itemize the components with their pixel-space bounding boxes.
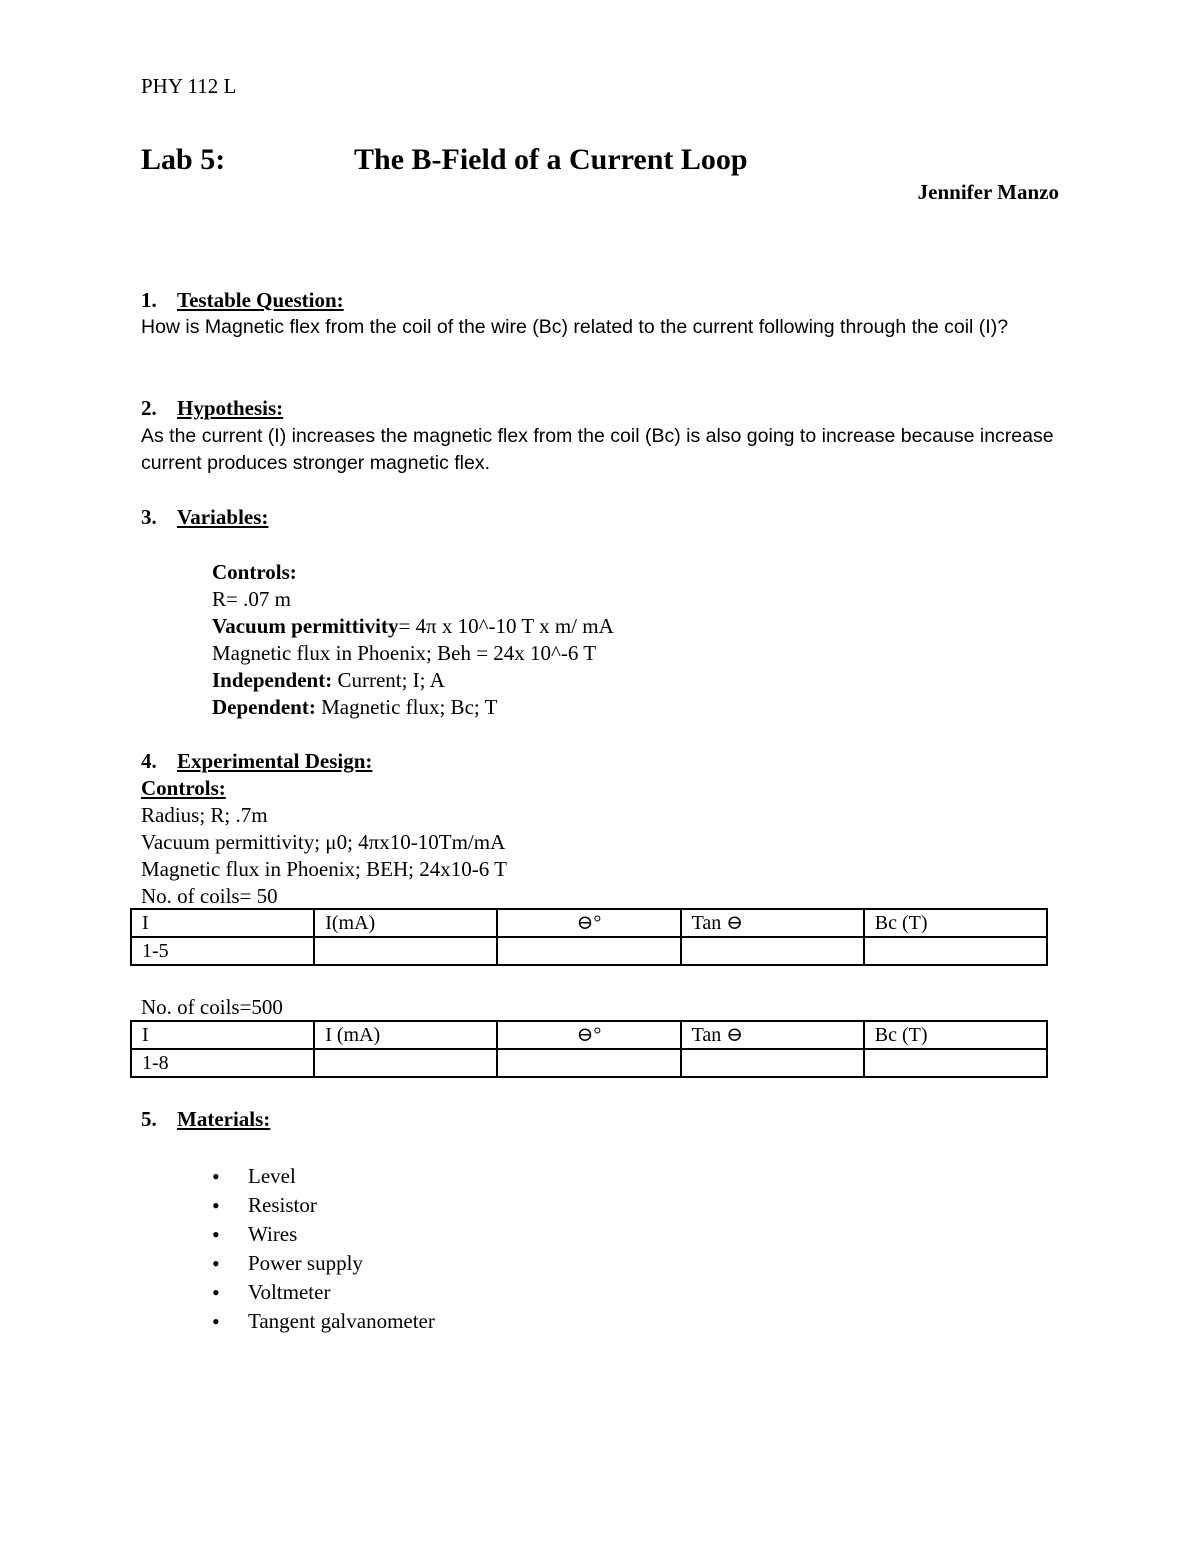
table-row <box>131 937 1047 965</box>
table-cell <box>314 1049 497 1077</box>
design-line: Vacuum permittivity; μ0; 4πx10-10Tm/mA <box>141 830 506 854</box>
dependent-value: Magnetic flux; Bc; T <box>315 695 498 719</box>
dependent-label: Dependent: <box>212 695 316 719</box>
independent-line <box>212 667 614 694</box>
section-label: Variables: <box>177 505 269 529</box>
section-number: 5. <box>141 1107 157 1131</box>
section-label: Experimental Design: <box>177 749 373 773</box>
table-header-cell: I <box>131 909 314 937</box>
section-number: 1. <box>141 288 157 312</box>
variables-block <box>212 559 614 721</box>
table-cell <box>497 1049 680 1077</box>
design-line: No. of coils= 50 <box>141 884 278 908</box>
table-cell <box>864 1049 1047 1077</box>
table-header-row <box>131 909 1047 937</box>
controls-label: Controls: <box>212 560 297 584</box>
table-cell: 1-5 <box>131 937 314 965</box>
table-header-cell: I (mA) <box>314 1021 497 1049</box>
section-number: 4. <box>141 749 157 773</box>
section-number: 2. <box>141 396 157 420</box>
independent-label: Independent: <box>212 668 333 692</box>
page-title: The B-Field of a Current Loop <box>354 143 748 176</box>
table-cell <box>314 937 497 965</box>
table-header-cell: Tan ⊖ <box>681 1021 864 1049</box>
section-heading-variables <box>141 505 268 530</box>
table-cell <box>864 937 1047 965</box>
list-item: • Voltmeter <box>212 1278 435 1307</box>
design-line: Magnetic flux in Phoenix; BEH; 24x10-6 T <box>141 857 507 881</box>
section-heading-hypothesis <box>141 396 283 421</box>
table-header-cell: Tan ⊖ <box>681 909 864 937</box>
table-cell <box>681 1049 864 1077</box>
section-heading-question <box>141 288 344 313</box>
table-cell <box>497 937 680 965</box>
list-item: • Wires <box>212 1220 435 1249</box>
section-number: 3. <box>141 505 157 529</box>
table-header-cell: I <box>131 1021 314 1049</box>
design-block <box>141 775 507 910</box>
lab-number: Lab 5: <box>141 143 226 176</box>
section-heading-materials <box>141 1107 270 1132</box>
section-label: Hypothesis: <box>177 396 284 420</box>
coils-500-label: No. of coils=500 <box>141 995 283 1019</box>
table-header-cell: Bc (T) <box>864 1021 1047 1049</box>
list-item: • Power supply <box>212 1249 435 1278</box>
course-code: PHY 112 L <box>141 74 237 98</box>
table-header-row <box>131 1021 1047 1049</box>
list-item: • Level <box>212 1162 435 1191</box>
vacuum-label: Vacuum permittivity <box>212 614 399 638</box>
data-table-500-coils <box>130 1020 1048 1078</box>
table-header-cell: Bc (T) <box>864 909 1047 937</box>
vacuum-line <box>212 613 614 640</box>
table-cell <box>681 937 864 965</box>
radius-line: R= .07 m <box>212 587 291 611</box>
list-item: • Resistor <box>212 1191 435 1220</box>
table-row <box>131 1049 1047 1077</box>
design-line: Radius; R; .7m <box>141 803 268 827</box>
table-cell: 1-8 <box>131 1049 314 1077</box>
table-header-cell: ⊖° <box>497 909 680 937</box>
list-item: • Tangent galvanometer <box>212 1307 435 1336</box>
vacuum-value: = 4π x 10^-10 T x m/ mA <box>398 614 614 638</box>
author-name: Jennifer Manzo <box>917 180 1059 204</box>
section-label: Testable Question: <box>177 288 344 312</box>
flux-line: Magnetic flux in Phoenix; Beh = 24x 10^-6 T <box>212 641 597 665</box>
hypothesis-text: As the current (I) increases the magnetic flex from the coil (Bc) is also going to increase because increase current produces stronger magnetic flex. <box>141 425 1054 474</box>
table-header-cell: I(mA) <box>314 909 497 937</box>
dependent-line <box>212 694 614 721</box>
section-heading-design <box>141 749 372 774</box>
data-table-50-coils <box>130 908 1048 966</box>
section-label: Materials: <box>177 1107 271 1131</box>
design-controls-label: Controls: <box>141 776 226 800</box>
independent-value: Current; I; A <box>332 668 445 692</box>
question-text: How is Magnetic flex from the coil of the wire (Bc) related to the current following through the coil (I)? <box>141 316 1009 338</box>
materials-list <box>212 1162 435 1336</box>
table-header-cell: ⊖° <box>497 1021 680 1049</box>
